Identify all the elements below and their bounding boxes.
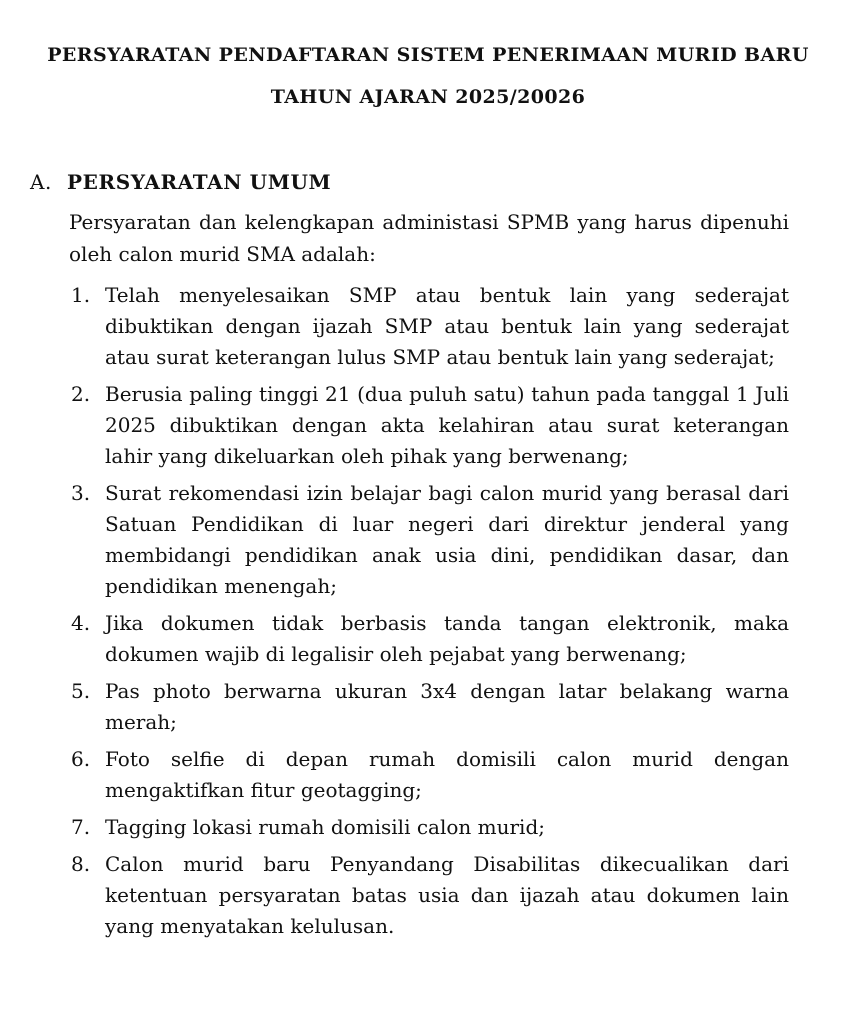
requirements-list	[69, 280, 789, 948]
requirement-text: Jika dokumen tidak berbasis tanda tangan elektronik, maka dokumen wajib di legalisir oleh pejabat yang berwenang;	[105, 611, 789, 666]
requirement-item	[69, 744, 789, 806]
requirement-item	[69, 849, 789, 942]
section-heading	[30, 170, 331, 194]
document-title-line-1: PERSYARATAN PENDAFTARAN SISTEM PENERIMAAN MURID BARU	[47, 44, 809, 66]
requirement-number: 4.	[71, 611, 91, 635]
requirement-item	[69, 676, 789, 738]
document-title-line-2: TAHUN AJARAN 2025/20026	[270, 86, 586, 108]
requirement-number: 7.	[71, 815, 91, 839]
requirement-item	[69, 379, 789, 472]
requirement-text: Pas photo berwarna ukuran 3x4 dengan latar belakang warna merah;	[105, 679, 789, 734]
requirement-item	[69, 280, 789, 373]
requirement-number: 1.	[71, 283, 91, 307]
section-letter: A.	[30, 170, 53, 194]
section-heading-text: PERSYARATAN UMUM	[67, 170, 332, 194]
requirement-text: Surat rekomendasi izin belajar bagi calon murid yang berasal dari Satuan Pendidikan di luar negeri dari direktur jenderal yang membidangi pendidikan anak usia dini, pendidikan dasar, dan pendidikan menengah;	[105, 481, 789, 598]
requirement-number: 5.	[71, 679, 91, 703]
requirement-number: 3.	[71, 481, 91, 505]
requirement-item	[69, 608, 789, 670]
requirement-item	[69, 812, 789, 843]
requirement-number: 2.	[71, 382, 91, 406]
requirement-text: Tagging lokasi rumah domisili calon murid;	[105, 815, 545, 839]
requirement-text: Berusia paling tinggi 21 (dua puluh satu) tahun pada tanggal 1 Juli 2025 dibuktikan dengan akta kelahiran atau surat keterangan lahir yang dikeluarkan oleh pihak yang berwenang;	[105, 382, 789, 468]
requirement-text: Foto selfie di depan rumah domisili calon murid dengan mengaktifkan fitur geotagging;	[105, 747, 789, 802]
requirement-number: 8.	[71, 852, 91, 876]
section-intro-paragraph: Persyaratan dan kelengkapan administasi SPMB yang harus dipenuhi oleh calon murid SMA adalah:	[69, 210, 789, 266]
requirement-text: Calon murid baru Penyandang Disabilitas dikecualikan dari ketentuan persyaratan batas usia dan ijazah atau dokumen lain yang menyatakan kelulusan.	[105, 852, 789, 938]
requirement-number: 6.	[71, 747, 91, 771]
requirement-text: Telah menyelesaikan SMP atau bentuk lain yang sederajat dibuktikan dengan ijazah SMP atau bentuk lain yang sederajat atau surat keterangan lulus SMP atau bentuk lain yang sederajat;	[105, 283, 789, 369]
requirement-item	[69, 478, 789, 602]
